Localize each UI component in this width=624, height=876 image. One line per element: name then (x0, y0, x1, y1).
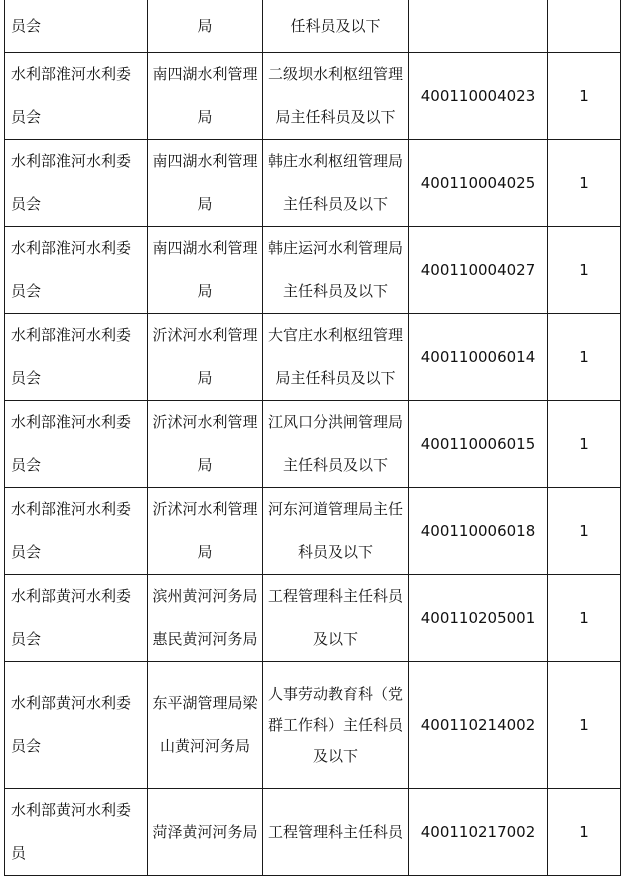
code-cell: 400110217002 (409, 789, 548, 876)
unit-cell: 局 (148, 0, 263, 53)
position-cell: 河东河道管理局主任科员及以下 (263, 488, 409, 575)
count-cell: 1 (548, 401, 621, 488)
count-cell: 1 (548, 314, 621, 401)
count-cell: 1 (548, 789, 621, 876)
dept-cell: 水利部黄河水利委员会 (5, 662, 148, 789)
table-row (5, 140, 621, 227)
code-cell: 400110214002 (409, 662, 548, 789)
count-cell: 1 (548, 575, 621, 662)
unit-cell: 滨州黄河河务局惠民黄河河务局 (148, 575, 263, 662)
position-cell: 任科员及以下 (263, 0, 409, 53)
dept-cell: 水利部黄河水利委员 (5, 789, 148, 876)
dept-cell: 水利部黄河水利委员会 (5, 575, 148, 662)
dept-cell: 水利部淮河水利委员会 (5, 401, 148, 488)
dept-cell: 水利部淮河水利委员会 (5, 53, 148, 140)
position-cell: 工程管理科主任科员及以下 (263, 575, 409, 662)
position-cell: 二级坝水利枢纽管理局主任科员及以下 (263, 53, 409, 140)
table-row (5, 227, 621, 314)
table-row (5, 401, 621, 488)
code-cell: 400110004025 (409, 140, 548, 227)
job-table (4, 0, 621, 876)
table-row (5, 0, 621, 53)
dept-cell: 水利部淮河水利委员会 (5, 488, 148, 575)
count-cell: 1 (548, 227, 621, 314)
code-cell (409, 0, 548, 53)
dept-cell: 水利部淮河水利委员会 (5, 227, 148, 314)
code-cell: 400110004023 (409, 53, 548, 140)
dept-cell: 员会 (5, 0, 148, 53)
unit-cell: 东平湖管理局梁山黄河河务局 (148, 662, 263, 789)
table-row (5, 662, 621, 789)
count-cell (548, 0, 621, 53)
position-cell: 工程管理科主任科员 (263, 789, 409, 876)
unit-cell: 南四湖水利管理局 (148, 140, 263, 227)
unit-cell: 沂沭河水利管理局 (148, 314, 263, 401)
count-cell: 1 (548, 662, 621, 789)
code-cell: 400110205001 (409, 575, 548, 662)
code-cell: 400110006018 (409, 488, 548, 575)
dept-cell: 水利部淮河水利委员会 (5, 314, 148, 401)
position-cell: 江风口分洪闸管理局主任科员及以下 (263, 401, 409, 488)
count-cell: 1 (548, 140, 621, 227)
unit-cell: 南四湖水利管理局 (148, 227, 263, 314)
table-row (5, 575, 621, 662)
position-cell: 大官庄水利枢纽管理局主任科员及以下 (263, 314, 409, 401)
table-row (5, 789, 621, 876)
count-cell: 1 (548, 53, 621, 140)
code-cell: 400110006014 (409, 314, 548, 401)
position-cell: 韩庄水利枢纽管理局主任科员及以下 (263, 140, 409, 227)
count-cell: 1 (548, 488, 621, 575)
table-row (5, 314, 621, 401)
dept-cell: 水利部淮河水利委员会 (5, 140, 148, 227)
position-cell: 人事劳动教育科（党群工作科）主任科员及以下 (263, 662, 409, 789)
unit-cell: 南四湖水利管理局 (148, 53, 263, 140)
table-row (5, 53, 621, 140)
table-row (5, 488, 621, 575)
unit-cell: 沂沭河水利管理局 (148, 488, 263, 575)
unit-cell: 沂沭河水利管理局 (148, 401, 263, 488)
code-cell: 400110006015 (409, 401, 548, 488)
unit-cell: 菏泽黄河河务局 (148, 789, 263, 876)
position-cell: 韩庄运河水利管理局主任科员及以下 (263, 227, 409, 314)
code-cell: 400110004027 (409, 227, 548, 314)
